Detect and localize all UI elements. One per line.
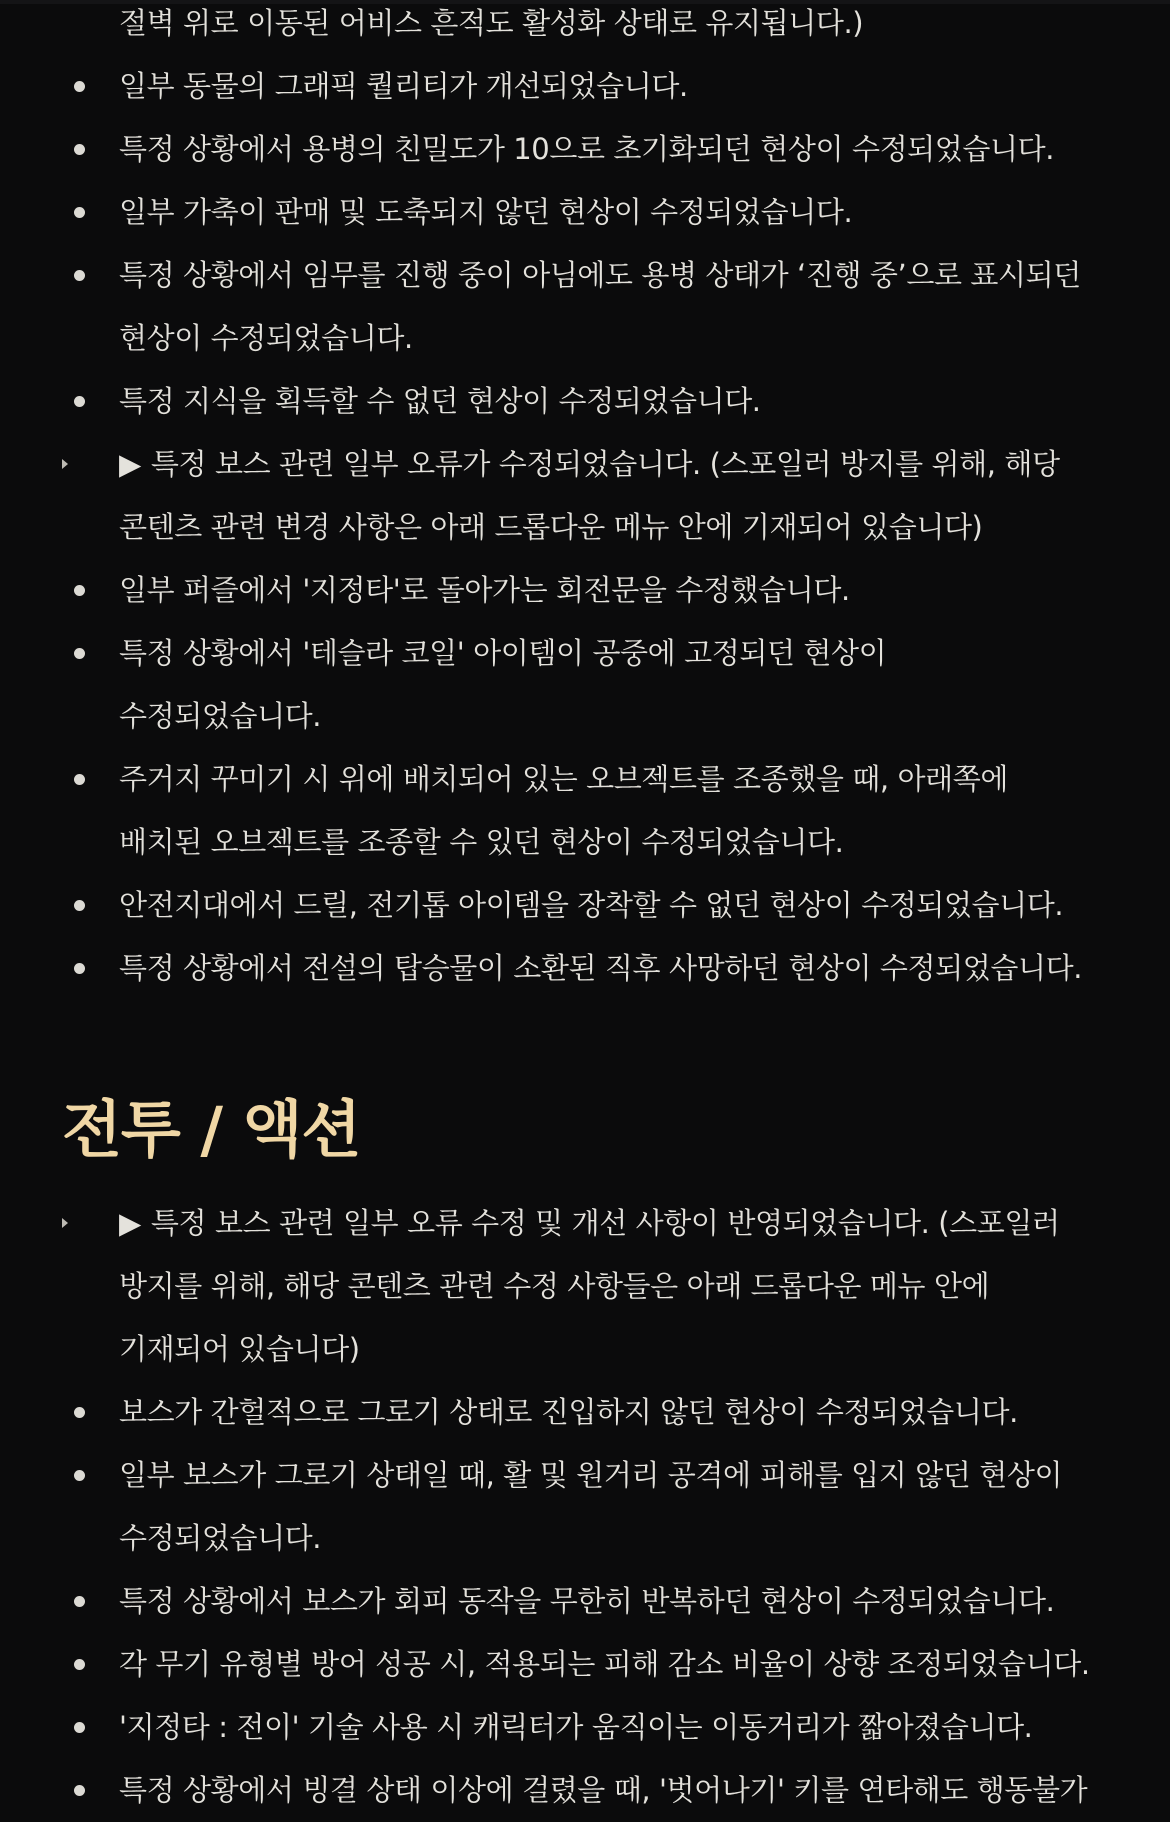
toggle-caret-icon[interactable] (62, 1218, 68, 1228)
list-item (0, 244, 1170, 370)
bullet-icon (74, 900, 85, 911)
item-text-line (119, 1192, 1100, 1255)
item-text-line: 방지를 위해, 해당 콘텐츠 관련 수정 사항들은 아래 드롭다운 메뉴 안에 (119, 1269, 990, 1303)
list-item (0, 1759, 1170, 1822)
item-text-line: 보스가 간헐적으로 그로기 상태로 진입하지 않던 현상이 수정되었습니다. (119, 1395, 1018, 1429)
bullet-icon (74, 774, 85, 785)
list-item (0, 1633, 1170, 1696)
list-item (0, 1381, 1170, 1444)
list-item (0, 1696, 1170, 1759)
item-text-line: 특정 상황에서 전설의 탑승물이 소환된 직후 사망하던 현상이 수정되었습니다. (119, 951, 1083, 985)
item-text-line: 수정되었습니다. (119, 699, 322, 733)
bullet-icon (74, 1785, 85, 1796)
bullet-icon (74, 1722, 85, 1733)
bullet-icon (74, 963, 85, 974)
item-text-line: 현상이 수정되었습니다. (119, 321, 413, 355)
toggle-item[interactable] (0, 433, 1170, 559)
bullet-icon (74, 585, 85, 596)
toggle-summary-text: 특정 보스 관련 일부 오류가 수정되었습니다. (스포일러 방지를 위해, 해당 (150, 447, 1060, 481)
item-text-line: 주거지 꾸미기 시 위에 배치되어 있는 오브젝트를 조종했을 때, 아래쪽에 (119, 762, 1008, 796)
item-text-line: 특정 상황에서 '테슬라 코일' 아이템이 공중에 고정되던 현상이 (119, 636, 887, 670)
bullet-icon (74, 270, 85, 281)
bullet-icon (74, 144, 85, 155)
bullet-icon (74, 1659, 85, 1670)
section-heading-combat-action: 전투 / 액션 (62, 1093, 361, 1166)
item-text-line: 배치된 오브젝트를 조종할 수 있던 현상이 수정되었습니다. (119, 825, 844, 859)
item-text-line: 안전지대에서 드릴, 전기톱 아이템을 장착할 수 없던 현상이 수정되었습니다. (119, 888, 1064, 922)
item-text-line: 일부 보스가 그로기 상태일 때, 활 및 원거리 공격에 피해를 입지 않던 현상이 (119, 1458, 1063, 1492)
bullet-icon (74, 207, 85, 218)
toggle-arrow-icon: ▶ (119, 447, 141, 481)
item-text-line: 일부 가축이 판매 및 도축되지 않던 현상이 수정되었습니다. (119, 195, 853, 229)
item-text-line (119, 433, 1100, 496)
list-item (0, 370, 1170, 433)
item-text-line: 각 무기 유형별 방어 성공 시, 적용되는 피해 감소 비율이 상향 조정되었습니다. (119, 1647, 1090, 1681)
item-text-line: 일부 퍼즐에서 '지정타'로 돌아가는 회전문을 수정했습니다. (119, 573, 850, 607)
list-item (0, 0, 1170, 55)
list-item (0, 118, 1170, 181)
bullet-icon (74, 648, 85, 659)
bullet-icon (74, 1470, 85, 1481)
item-text-line: 특정 상황에서 임무를 진행 중이 아님에도 용병 상태가 ‘진행 중’으로 표시되던 (119, 258, 1081, 292)
list-item (0, 622, 1170, 748)
item-text-line: 절벽 위로 이동된 어비스 흔적도 활성화 상태로 유지됩니다.) (119, 6, 864, 40)
bullet-icon (74, 396, 85, 407)
item-text-line: 수정되었습니다. (119, 1521, 322, 1555)
item-text-line: 특정 상황에서 보스가 회피 동작을 무한히 반복하던 현상이 수정되었습니다. (119, 1584, 1055, 1618)
toggle-arrow-icon: ▶ (119, 1206, 141, 1240)
item-text-line: 특정 상황에서 빙결 상태 이상에 걸렸을 때, '벗어나기' 키를 연타해도 행동불가 (119, 1773, 1088, 1807)
list-item (0, 748, 1170, 874)
list-item (0, 181, 1170, 244)
list-item (0, 937, 1170, 1000)
toggle-item[interactable] (0, 1192, 1170, 1381)
item-text-line: 특정 상황에서 용병의 친밀도가 10으로 초기화되던 현상이 수정되었습니다. (119, 132, 1055, 166)
notes-list-combat (0, 1192, 1170, 1822)
list-item (0, 874, 1170, 937)
item-text-line: 콘텐츠 관련 변경 사항은 아래 드롭다운 메뉴 안에 기재되어 있습니다) (119, 510, 983, 544)
toggle-caret-icon[interactable] (62, 459, 68, 469)
toggle-summary-text: 특정 보스 관련 일부 오류 수정 및 개선 사항이 반영되었습니다. (스포일러 (150, 1206, 1060, 1240)
bullet-icon (74, 1407, 85, 1418)
list-item (0, 55, 1170, 118)
item-text-line: 기재되어 있습니다) (119, 1332, 360, 1366)
list-item (0, 559, 1170, 622)
bullet-icon (74, 1596, 85, 1607)
item-text-line: 특정 지식을 획득할 수 없던 현상이 수정되었습니다. (119, 384, 761, 418)
bullet-icon (74, 81, 85, 92)
item-text-line: 일부 동물의 그래픽 퀄리티가 개선되었습니다. (119, 69, 688, 103)
list-item (0, 1444, 1170, 1570)
list-item (0, 1570, 1170, 1633)
item-text-line: '지정타 : 전이' 기술 사용 시 캐릭터가 움직이는 이동거리가 짧아졌습니다. (119, 1710, 1033, 1744)
